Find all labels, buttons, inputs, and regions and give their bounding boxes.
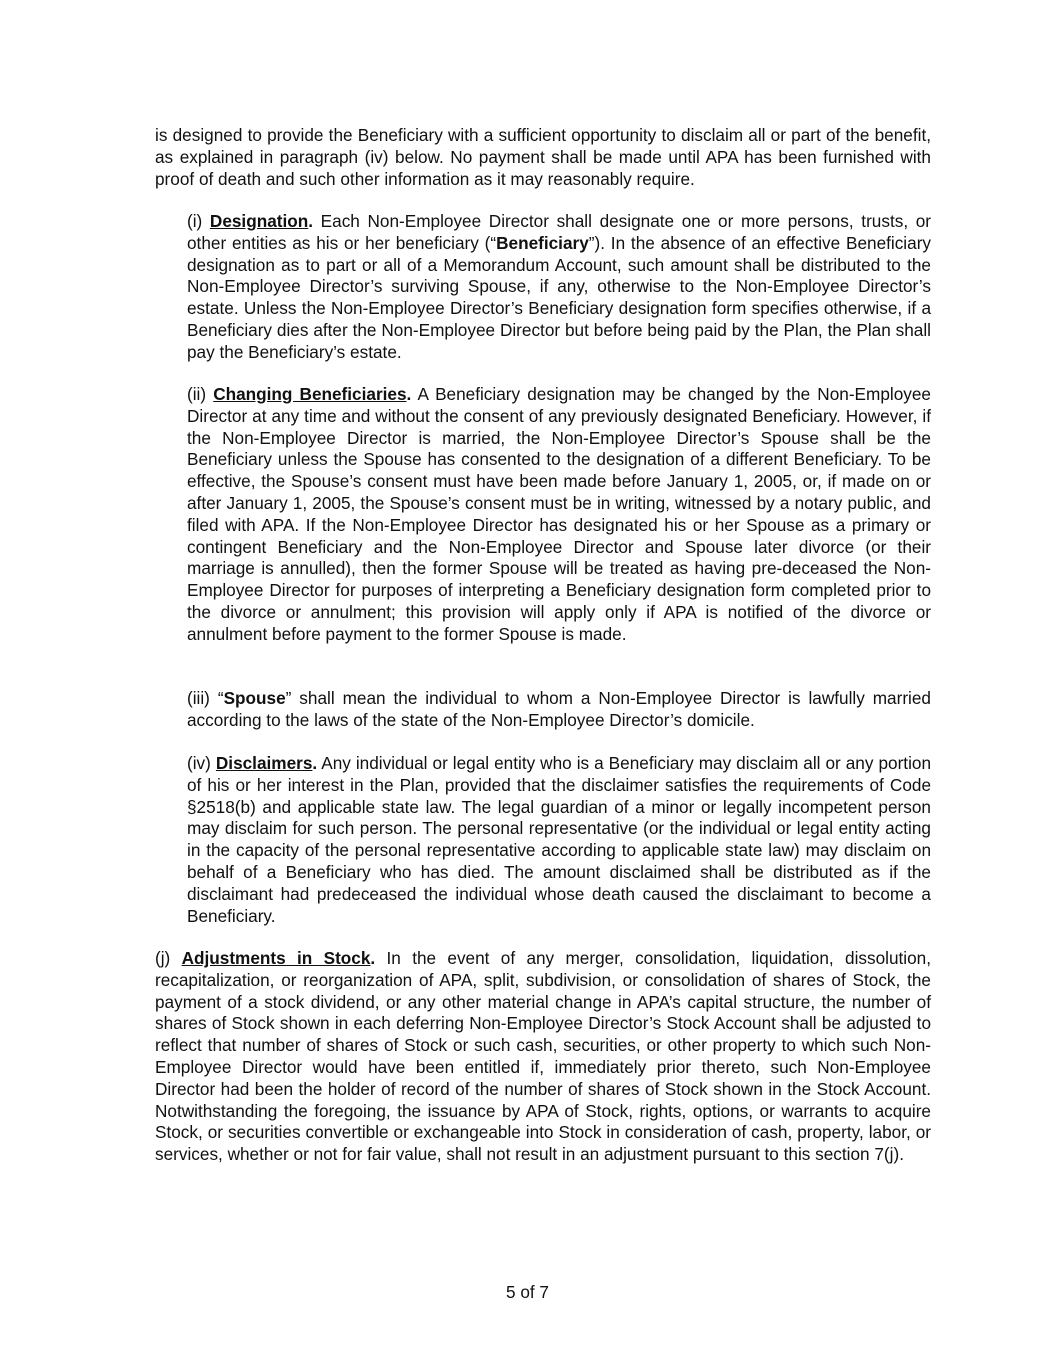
section-iv-paragraph [187,753,931,927]
section-i-text-after-term: ”). In the absence of an effective Beneficiary designation as to part or all of a Memorandum Account, such amount shall be distributed to the Non-Employee Director’s surviving Spouse, if any, otherwise to the Non-Employee Director’s estate. Unless the Non-Employee Director’s Beneficiary designation form specifies otherwise, if a Beneficiary dies after the Non-Employee Director but before being paid by the Plan, the Plan shall pay the Beneficiary’s estate. [187,232,932,362]
section-iv-heading-period: . [312,753,318,773]
section-i-text-before-term: Each Non-Employee Director shall designate one or more persons, trusts, or other entities as his or her beneficiary (“ [187,211,931,253]
section-ii-text: A Beneficiary designation may be changed by the Non-Employee Director at any time and without the consent of any previously designated Beneficiary. However, if the Non-Employee Director is married, the Non-Employee Director’s Spouse shall be the Beneficiary unless the Spouse has consented to the designation of a different Beneficiary. To be effective, the Spouse’s consent must have been made before January 1, 2005, or, if made on or after January 1, 2005, the Spouse’s consent must be in writing, witnessed by a notary public, and filed with APA. If the Non-Employee Director has designated his or her Spouse as a primary or contingent Beneficiary and the Non-Employee Director and Spouse later divorce (or their marriage is annulled), then the former Spouse will be treated as having pre-deceased the Non-Employee Director for purposes of interpreting a Beneficiary designation form completed prior to the divorce or annulment; this provision will apply only if APA is notified of the divorce or annulment before payment to the former Spouse is made. [187,384,931,644]
section-ii-paragraph [187,384,931,646]
intro-text: is designed to provide the Beneficiary with a sufficient opportunity to disclaim all or part of the benefit, as explained in paragraph (iv) below. No payment shall be made until APA has been furnished with proof of death and such other information as it may reasonably require. [155,125,931,189]
section-iii-label: (iii) “ [187,688,224,708]
section-j-text: In the event of any merger, consolidation, liquidation, dissolution, recapitalization, or reorganization of APA, split, subdivision, or consolidation of shares of Stock, the payment of a stock dividend, or any other material change in APA’s capital structure, the number of shares of Stock shown in each deferring Non-Employee Director’s Stock Account shall be adjusted to reflect that number of shares of Stock or such cash, securities, or other property to which such Non-Employee Director would have been entitled if, immediately prior thereto, such Non-Employee Director had been the holder of record of the number of shares of Stock shown in the Stock Account. Notwithstanding the foregoing, the issuance by APA of Stock, rights, options, or warrants to acquire Stock, or securities convertible or exchangeable into Stock in consideration of cash, property, labor, or services, whether or not for fair value, shall not result in an adjustment pursuant to this section 7(j). [155,948,931,1165]
section-iv-heading: Disclaimers [215,753,313,773]
section-i-heading-period: . [308,211,314,231]
page-number: 5 of 7 [505,1282,549,1302]
section-iii-paragraph [187,688,931,732]
section-j-heading: Adjustments in Stock [181,948,371,968]
section-j-heading-period: . [370,948,376,968]
section-iii-text: ” shall mean the individual to whom a Non-Employee Director is lawfully married according to the laws of the state of the Non-Employee Director’s domicile. [187,688,931,730]
section-ii-heading-period: . [406,384,412,404]
section-ii-heading: Changing Beneficiaries [213,384,407,404]
section-iii-term: Spouse [223,688,286,708]
page-footer [0,1282,1055,1304]
section-iv-text: Any individual or legal entity who is a Beneficiary may disclaim all or any portion of his or her interest in the Plan, provided that the disclaimer satisfies the requirements of Code §2518(b) and applicable state law. The legal guardian of a minor or legally incompetent person may disclaim for such person. The personal representative (or the individual or legal entity acting in the capacity of the personal representative according to applicable state law) may disclaim on behalf of a Beneficiary who has died. The amount disclaimed shall be distributed as if the disclaimant had predeceased the individual whose death caused the disclaimant to become a Beneficiary. [187,753,932,926]
section-ii-label: (ii) [187,384,214,404]
section-j-paragraph [155,948,931,1166]
section-i-heading: Designation [209,211,309,231]
intro-paragraph [155,125,931,190]
section-iv-label: (iv) [187,753,216,773]
section-i-term: Beneficiary [496,232,589,253]
section-j-label: (j) [155,948,182,968]
section-i-label: (i) [187,211,210,231]
section-i-paragraph [187,211,931,364]
